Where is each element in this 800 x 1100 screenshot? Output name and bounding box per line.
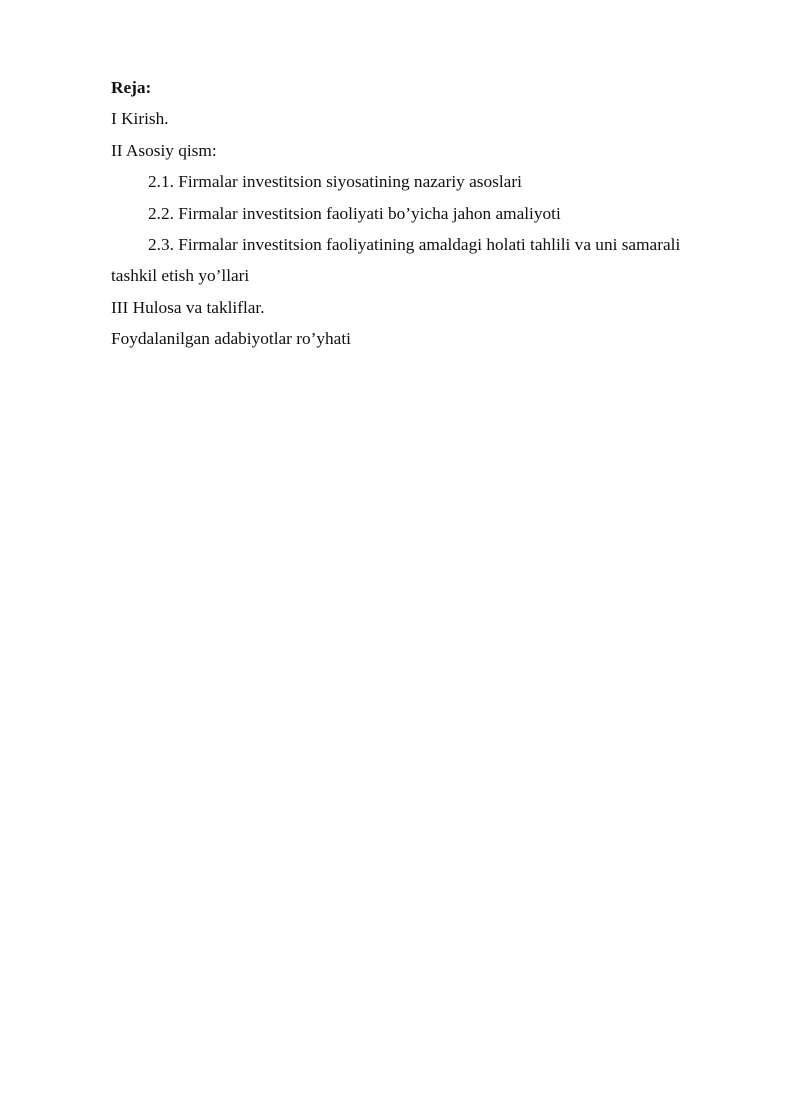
toc-item-references: Foydalanilgan adabiyotlar ro’yhati: [111, 329, 351, 349]
toc-item-conclusion: III Hulosa va takliflar.: [111, 297, 265, 317]
toc-item-introduction: I Kirish.: [111, 109, 169, 129]
toc-subitem-2-1: 2.1. Firmalar investitsion siyosatining nazariy asoslari: [148, 172, 522, 192]
plan-heading: Reja:: [111, 78, 152, 97]
toc-subitem-2-2: 2.2. Firmalar investitsion faoliyati bo’yicha jahon amaliyoti: [148, 203, 561, 223]
toc-subitem-2-3-line1: 2.3. Firmalar investitsion faoliyatining amaldagi holati tahlili va uni samarali: [148, 235, 681, 255]
toc-subitem-2-3-line2: tashkil etish yo’llari: [111, 266, 250, 286]
table-of-contents: [111, 72, 731, 355]
toc-item-main-part: II Asosiy qism:: [111, 140, 217, 160]
toc-subitem-2-3: [111, 229, 731, 292]
